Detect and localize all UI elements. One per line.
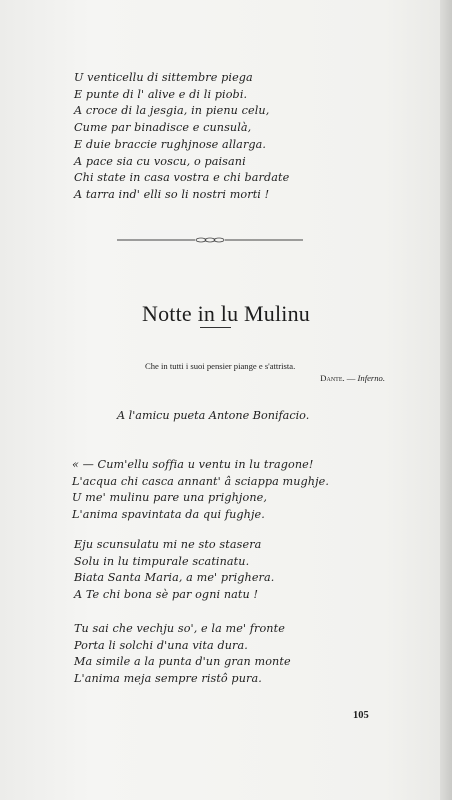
section-divider-ornament <box>117 237 303 243</box>
stanza-top <box>74 70 289 204</box>
epigraph-quote: Che in tutti i suoi pensier piange e s'attrista. <box>145 361 296 371</box>
page-edge-shadow <box>440 0 452 800</box>
epigraph <box>145 360 385 384</box>
epigraph-author: Dante. <box>320 373 345 383</box>
verse-line: L'acqua chi casca annant' â sciappa mughje. <box>72 474 330 488</box>
dedication: A l'amicu pueta Antone Bonifacio. <box>117 409 310 422</box>
verse-line: U me' mulinu pare una prighjone, <box>72 491 268 505</box>
verse-line: « — Cum'ellu soffia u ventu in lu tragone! <box>72 458 314 471</box>
verse-line: E duie braccie rughjnose allarga. <box>74 137 267 151</box>
epigraph-attribution <box>145 372 385 384</box>
verse-line: Eju scunsulatu mi ne sto stasera <box>74 538 262 551</box>
verse-line: Solu in lu timpurale scatinatu. <box>74 554 250 568</box>
poem-title: Notte in lu Mulinu <box>142 300 310 326</box>
verse-line: A pace sia cu voscu, o paisani <box>74 154 246 168</box>
stanza-2 <box>74 537 274 604</box>
verse-line: Chi state in casa vostra e chi bardate <box>74 171 290 185</box>
title-underline <box>200 327 231 328</box>
stanza-3 <box>74 621 291 688</box>
page-number: 105 <box>353 710 369 721</box>
verse-line: A tarra ind' elli so li nostri morti ! <box>74 187 270 201</box>
verse-line: E punte di l' alive e di li piobi. <box>74 87 248 101</box>
verse-line: Cume par binadisce e cunsulà, <box>74 121 252 135</box>
verse-line: U venticellu di sittembre piega <box>74 71 253 84</box>
verse-line: L'anima meja sempre ristô pura. <box>74 672 262 686</box>
verse-line: Biata Santa Maria, a me' prighera. <box>74 571 275 585</box>
verse-line: Tu sai che vechju so', e la me' fronte <box>74 622 285 635</box>
verse-line: L'anima spavintata da qui fughje. <box>72 508 265 522</box>
epigraph-separator: — <box>346 373 356 383</box>
verse-line: A croce di la jesgia, in pienu celu, <box>74 104 270 118</box>
verse-line: Ma simile a la punta d'un gran monte <box>74 655 291 669</box>
epigraph-work: Inferno. <box>357 373 385 383</box>
verse-line: A Te chi bona sè par ogni natu ! <box>74 588 259 602</box>
stanza-1 <box>72 457 329 524</box>
verse-line: Porta li solchi d'una vita dura. <box>74 638 248 652</box>
